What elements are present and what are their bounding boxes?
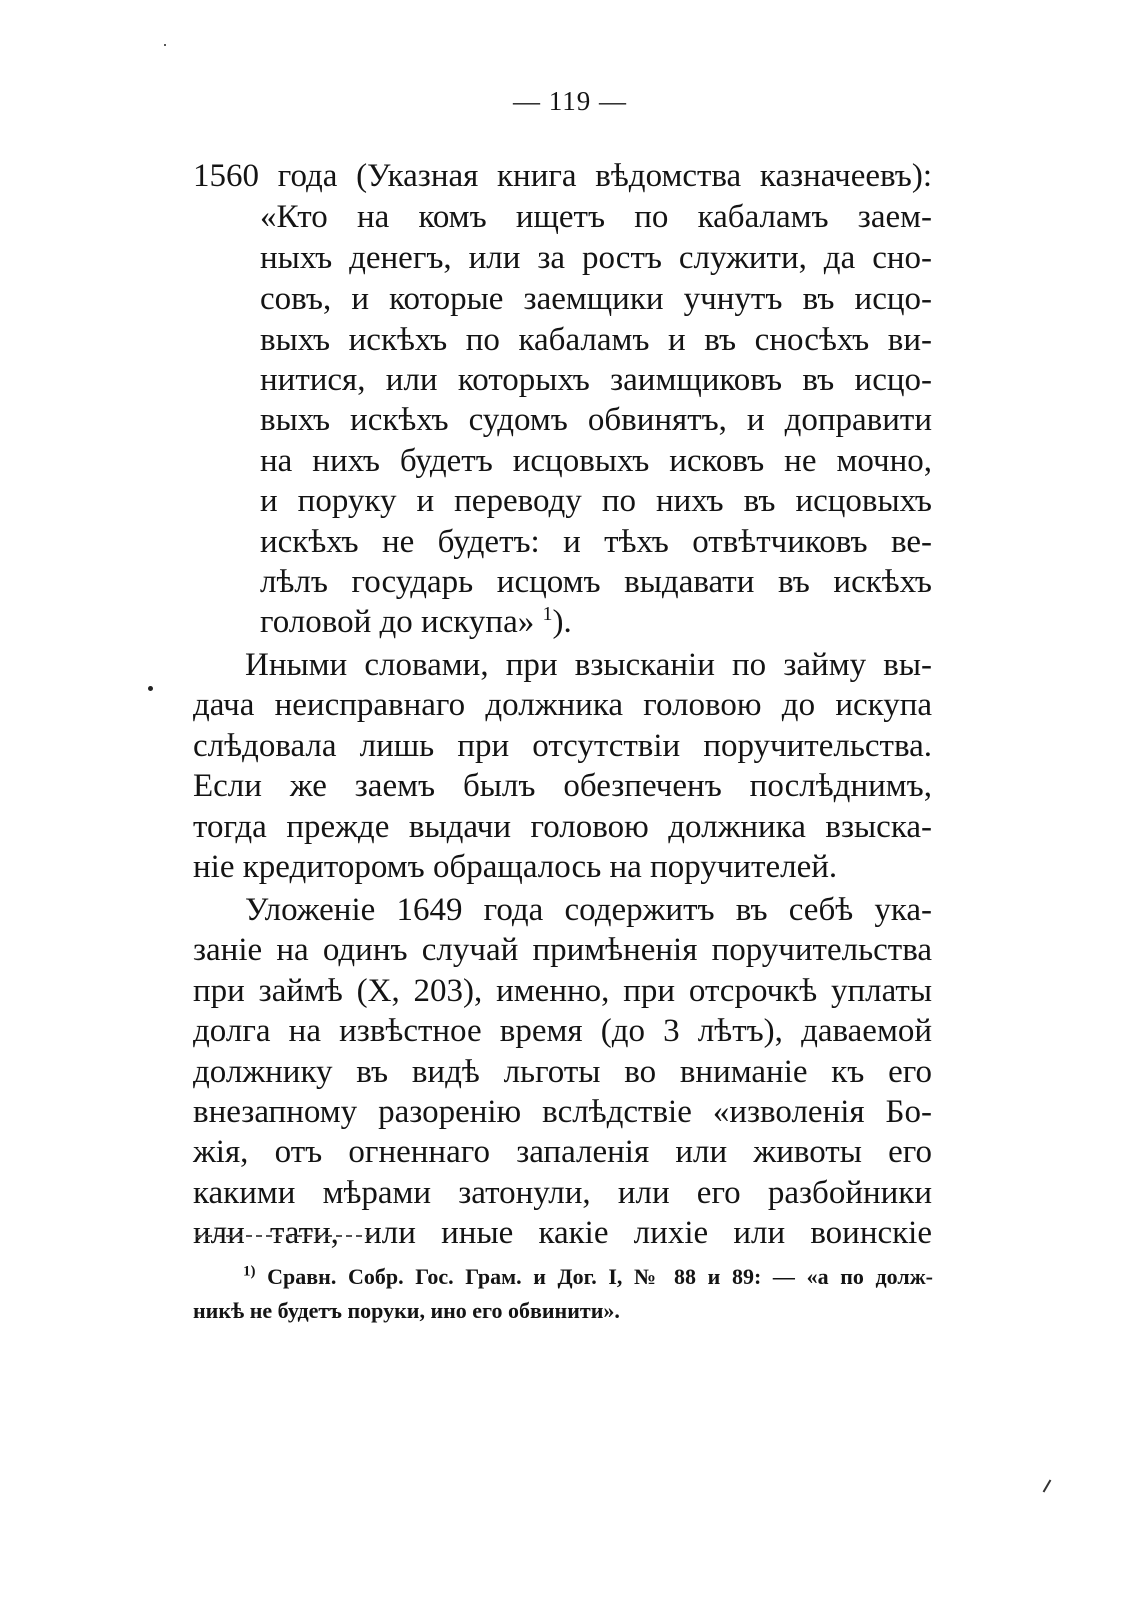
quote-line: выхъ искѣхъ по кабаламъ и въ сносѣхъ ви- — [260, 322, 932, 358]
quote-line: ныхъ денегъ, или за ростъ служити, да сно- — [260, 240, 932, 276]
paragraph-first-line: Иными словами, при взысканіи по займу вы- — [245, 647, 932, 683]
quote-line-last — [260, 601, 932, 643]
text-line: долга на извѣстное время (до 3 лѣтъ), даваемой — [193, 1013, 932, 1049]
footnote-line — [243, 1262, 933, 1292]
text-line: слѣдовала лишь при отсутствіи поручительства. — [193, 728, 932, 764]
quote-line: «Кто на комъ ищетъ по кабаламъ заем- — [260, 199, 932, 235]
text-line: тогда прежде выдачи головою должника взыска- — [193, 809, 932, 845]
quote-text: головой до искупа» — [260, 604, 535, 640]
footnote-marker: 1) — [243, 1263, 256, 1280]
text-line: ніе кредиторомъ обращалось на поручителей. — [193, 849, 838, 885]
quote-line: на нихъ будетъ исцовыхъ исковъ не мочно, — [260, 443, 932, 479]
quote-close: ). — [552, 604, 572, 640]
quote-line: выхъ искѣхъ судомъ обвинятъ, и доправити — [260, 402, 932, 438]
footnote-line: никѣ не будетъ поруки, ино его обвинити». — [193, 1298, 620, 1323]
quote-line: нитися, или которыхъ заимщиковъ въ исцо- — [260, 362, 932, 398]
quote-line: совъ, и которые заемщики учнутъ въ исцо- — [260, 281, 932, 317]
quote-line: лѣлъ государь исцомъ выдавати въ искѣхъ — [260, 564, 932, 600]
quote-line: искѣхъ не будетъ: и тѣхъ отвѣтчиковъ ве- — [260, 524, 932, 560]
text-line: или тати, или иные какіе лихіе или воинскіе — [193, 1215, 932, 1251]
text-line: при займѣ (X, 203), именно, при отсрочкѣ уплаты — [193, 973, 932, 1009]
text-line: должнику въ видѣ льготы во вниманіе къ его — [193, 1054, 932, 1090]
text-line: дача неисправнаго должника головою до искупа — [193, 687, 932, 723]
text-line: жія, отъ огненнаго запаленія или животы его — [193, 1134, 932, 1170]
scan-speck — [164, 44, 166, 46]
text-line: какими мѣрами затонули, или его разбойники — [193, 1175, 932, 1211]
paragraph-first-line: Уложеніе 1649 года содержитъ въ себѣ ука- — [245, 892, 932, 928]
quote-line: и поруку и переводу по нихъ въ исцовыхъ — [260, 483, 932, 519]
text-line: внезапному разоренію вслѣдствіе «изволенія Бо- — [193, 1094, 932, 1130]
footnote-text: Сравн. Собр. Гос. Грам. и Дог. I, № 88 и 89: — «а по долж- — [267, 1264, 934, 1289]
text-line: 1560 года (Указная книга вѣдомства казначеевъ): — [193, 158, 932, 194]
scan-speck — [148, 686, 153, 691]
text-line: заніе на одинъ случай примѣненія поручительства — [193, 932, 932, 968]
text-line: Если же заемъ былъ обезпеченъ послѣднимъ, — [193, 768, 932, 804]
footnote-reference[interactable]: 1 — [542, 603, 553, 625]
scan-mark — [1043, 1479, 1052, 1492]
page-number: — 119 — — [513, 86, 627, 116]
footnote-separator — [196, 1235, 372, 1237]
